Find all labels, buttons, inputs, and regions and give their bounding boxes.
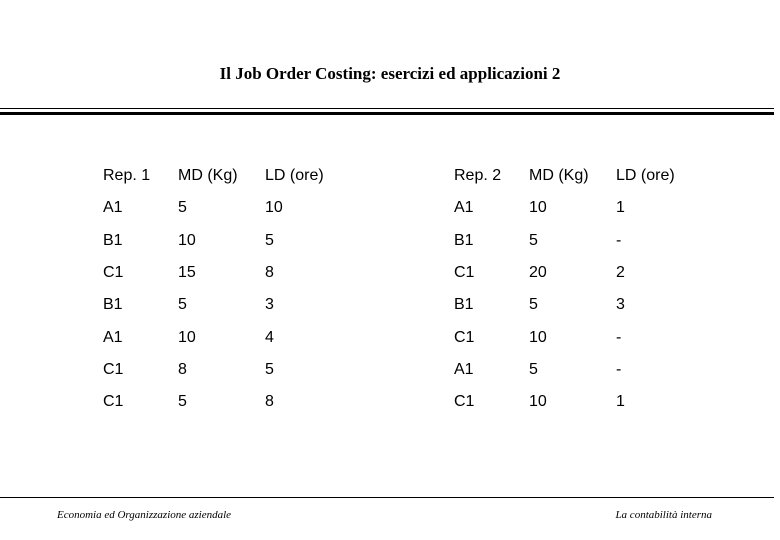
table-cell: 10: [529, 393, 547, 411]
table-row: [103, 321, 345, 353]
table-row: [454, 386, 696, 418]
table-cell: 20: [529, 264, 547, 282]
header-divider-thick: [0, 112, 774, 115]
table-cell: C1: [103, 264, 124, 282]
table-cell: B1: [454, 296, 474, 314]
footer-course-name: Economia ed Organizzazione aziendale: [57, 509, 232, 521]
footer-divider: [0, 497, 774, 498]
table-row: [103, 289, 345, 321]
column-header: MD (Kg): [529, 167, 589, 185]
table-header-row: [103, 160, 345, 192]
table-cell: B1: [103, 231, 123, 249]
table-row: [454, 354, 696, 386]
table-cell: 8: [178, 360, 187, 378]
table-row: [103, 225, 345, 257]
column-header: LD (ore): [616, 167, 675, 185]
table-cell: 10: [265, 199, 283, 217]
table-cell: 3: [616, 296, 625, 314]
table-cell: -: [616, 360, 622, 378]
column-header: Rep. 2: [454, 167, 502, 185]
table-row: [103, 192, 345, 224]
table-cell: C1: [103, 360, 124, 378]
table-cell: A1: [103, 199, 123, 217]
table-cell: 5: [178, 393, 187, 411]
table-cell: A1: [454, 360, 474, 378]
table-cell: 3: [265, 296, 274, 314]
table-cell: 2: [616, 264, 625, 282]
table-cell: -: [616, 328, 622, 346]
table-row: [454, 321, 696, 353]
table-row: [103, 386, 345, 418]
footer-section-name: La contabilità interna: [615, 509, 712, 521]
table-cell: C1: [103, 393, 124, 411]
table-cell: 1: [616, 393, 625, 411]
table-cell: A1: [103, 328, 123, 346]
table-row: [103, 257, 345, 289]
table-cell: 10: [529, 328, 547, 346]
column-header: Rep. 1: [103, 167, 151, 185]
table-cell: -: [616, 231, 622, 249]
table-cell: C1: [454, 264, 475, 282]
table-cell: 10: [178, 231, 196, 249]
table-cell: 5: [178, 199, 187, 217]
header-divider-thin: [0, 108, 774, 109]
column-header: LD (ore): [265, 167, 324, 185]
table-cell: 5: [529, 360, 538, 378]
table-cell: 5: [178, 296, 187, 314]
page-title: Il Job Order Costing: esercizi ed applicazioni 2: [219, 64, 561, 83]
table-cell: C1: [454, 328, 475, 346]
table-cell: 15: [178, 264, 196, 282]
table-cell: 10: [178, 328, 196, 346]
table-cell: 5: [529, 296, 538, 314]
table-header-row: [454, 160, 696, 192]
table-row: [454, 192, 696, 224]
table-cell: B1: [454, 231, 474, 249]
table-cell: 8: [265, 393, 274, 411]
table-cell: C1: [454, 393, 475, 411]
table-rep-2: [454, 160, 696, 418]
table-cell: 5: [265, 360, 274, 378]
column-header: MD (Kg): [178, 167, 238, 185]
table-row: [454, 257, 696, 289]
table-cell: 5: [529, 231, 538, 249]
table-row: [103, 354, 345, 386]
table-row: [454, 289, 696, 321]
table-cell: B1: [103, 296, 123, 314]
table-rep-1: [103, 160, 345, 418]
table-cell: 5: [265, 231, 274, 249]
table-cell: 10: [529, 199, 547, 217]
table-row: [454, 225, 696, 257]
table-cell: 4: [265, 328, 274, 346]
table-cell: A1: [454, 199, 474, 217]
table-cell: 1: [616, 199, 625, 217]
table-cell: 8: [265, 264, 274, 282]
